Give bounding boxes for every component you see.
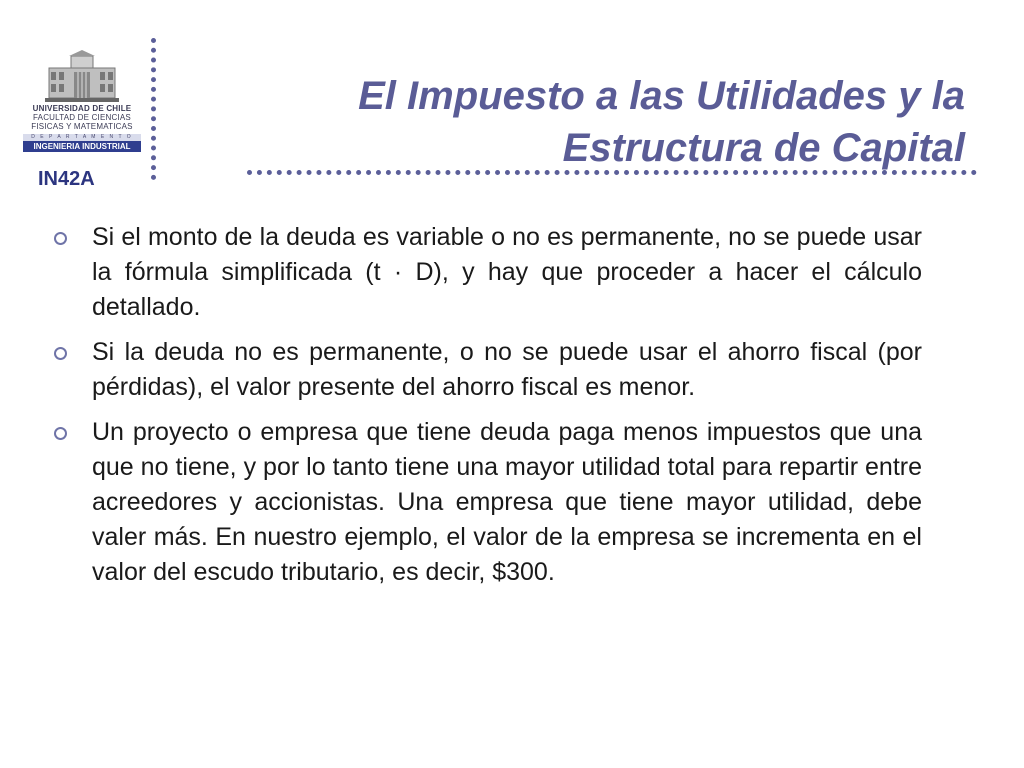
vertical-dotted-divider [151,38,156,180]
bullet-text: Un proyecto o empresa que tiene deuda paga menos impuestos que una que no tiene, y por lo tanto tiene una mayor utilidad total para repartir entre acreedores y accionistas. Una empresa que tiene mayor utilidad, debe valer más. En nuestro ejemplo, el valor de la empresa se incrementa en el valor del escudo tributario, es decir, $300. [92,418,922,586]
circle-bullet-icon [54,232,67,245]
faculty-name-line1: FACULTAD DE CIENCIAS [33,113,131,122]
university-name: UNIVERSIDAD DE CHILE [32,104,132,113]
bullet-text: Si el monto de la deuda es variable o no es permanente, no se puede usar la fórmula simplificada (t · D), y hay que proceder a hacer el cálculo detallado. [92,223,922,321]
circle-bullet-icon [54,347,67,360]
circle-bullet-icon [54,427,67,440]
course-code: IN42A [38,168,95,190]
bullet-list [52,220,922,600]
bullet-item [52,220,922,325]
bullet-item [52,335,922,405]
department-name: INGENIERIA INDUSTRIAL [23,141,141,152]
slide-title-line1: El Impuesto a las Utilidades y la [358,74,965,118]
faculty-name-line2: FISICAS Y MATEMATICAS [31,122,133,131]
slide-title [180,70,965,174]
bullet-text: Si la deuda no es permanente, o no se puede usar el ahorro fiscal (por pérdidas), el valor presente del ahorro fiscal es menor. [92,338,922,401]
department-label: D E P A R T A M E N T O [23,134,141,141]
university-logo [22,50,142,152]
university-building-icon [45,50,119,102]
horizontal-dotted-divider [247,170,977,175]
bullet-item [52,415,922,590]
slide-title-line2: Estructura de Capital [562,126,965,170]
